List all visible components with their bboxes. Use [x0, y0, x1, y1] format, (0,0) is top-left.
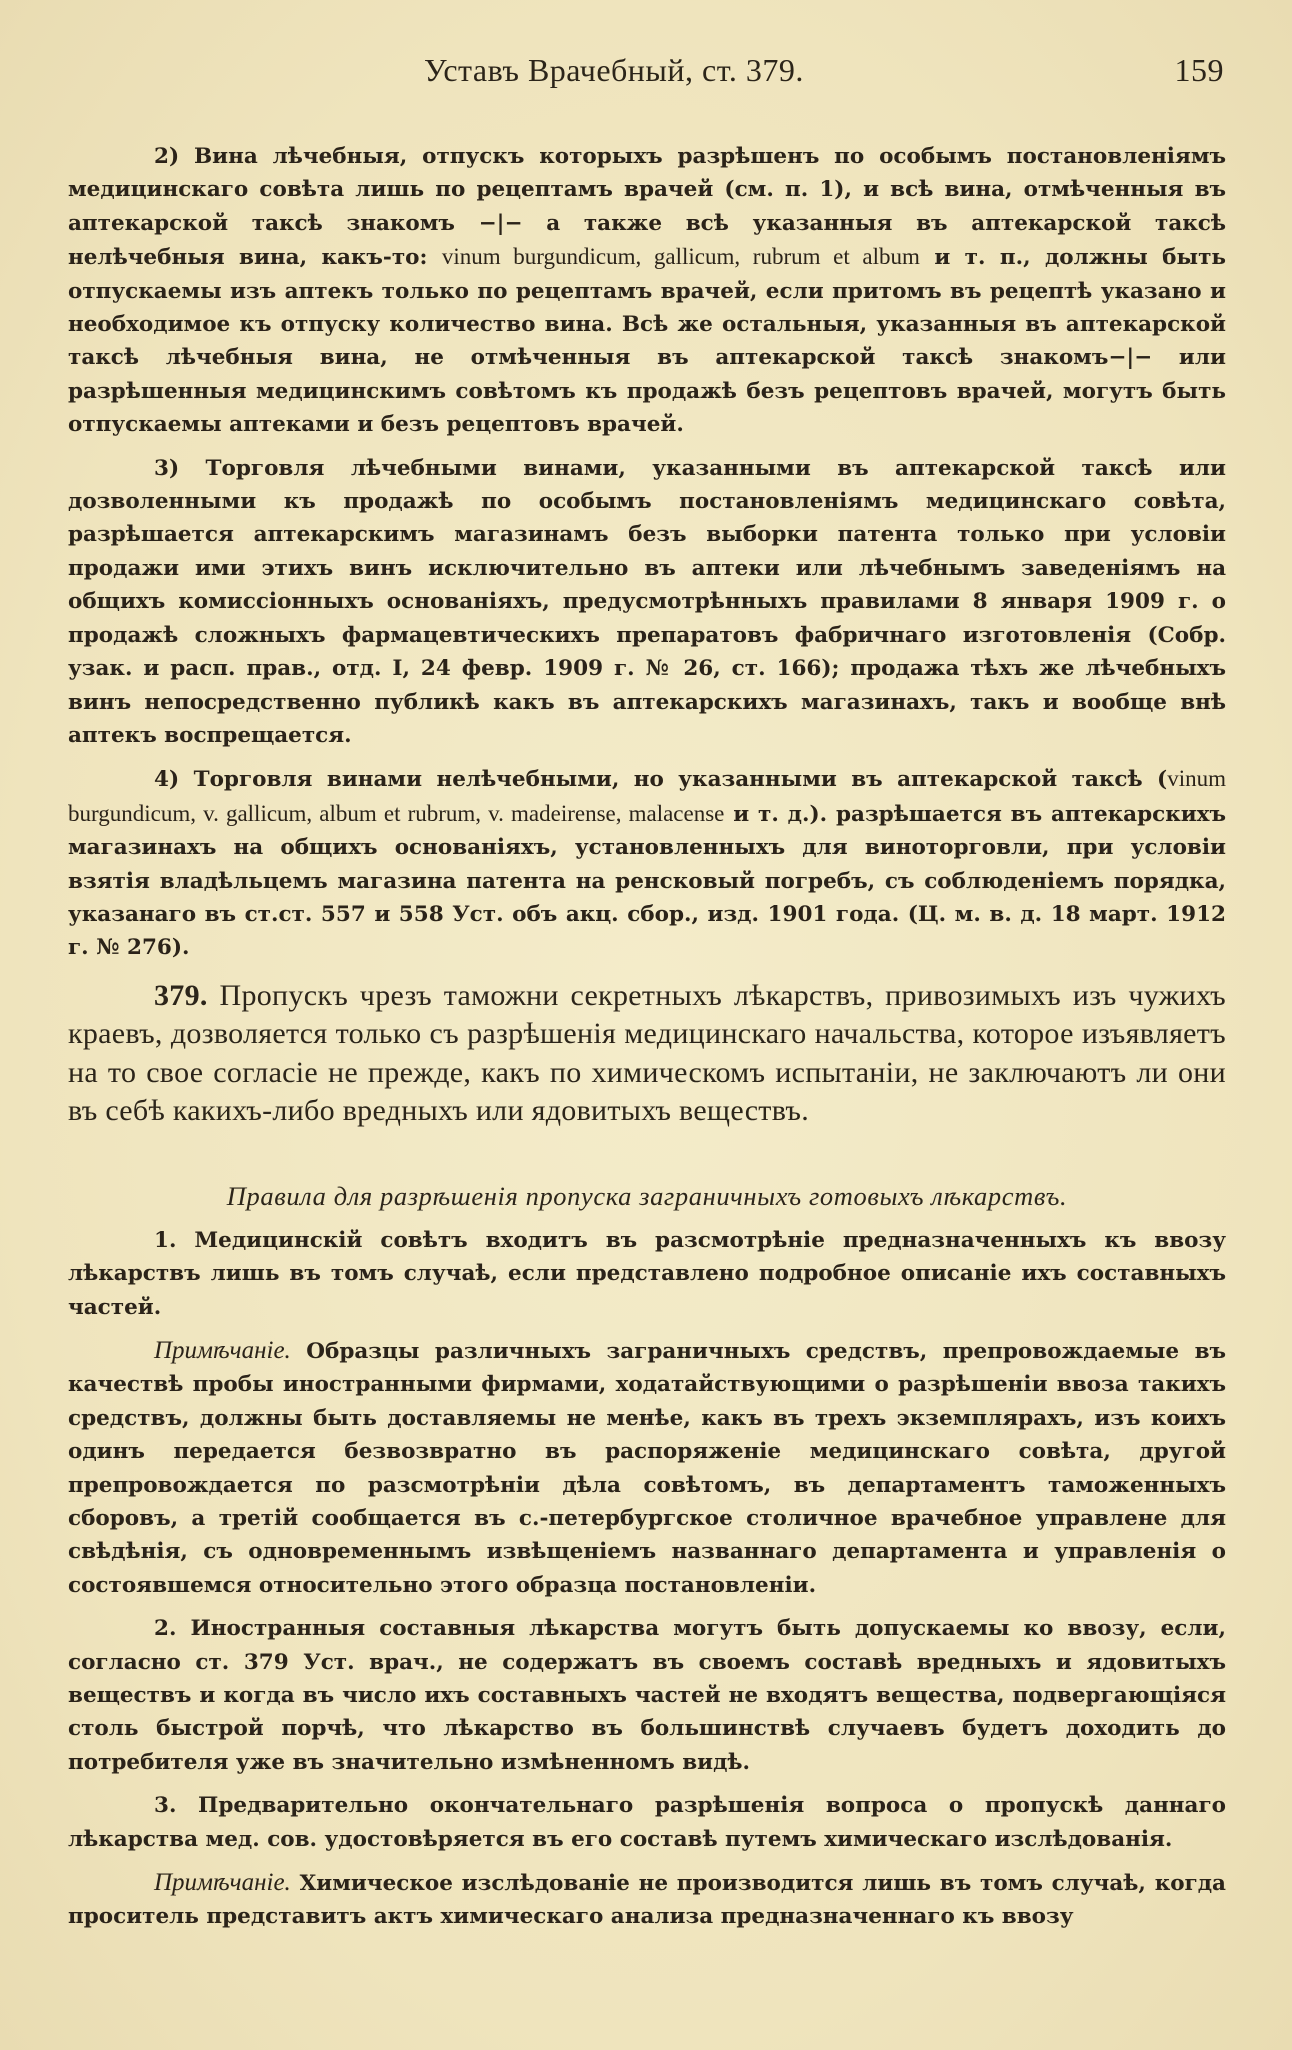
note-1 [68, 1334, 1226, 1602]
note-2-text: Химическое изслѣдованіе не производится лишь въ томъ случаѣ, когда проситель представитъ актъ химическаго анализа предназначеннаго къ ввозу [68, 1871, 1226, 1930]
latin-wine-names: vinum burgundicum, gallicum, rubrum et album [441, 244, 920, 270]
note-label: Примѣчаніе. [154, 1869, 291, 1897]
note-1-text: Образцы различныхъ заграничныхъ средствъ, препровождаемые въ качествѣ пробы иностранными фирмами, ходатайствующими о разрѣшеніи ввоза такихъ средствъ, должны быть доставляемы не менѣе, какъ въ трехъ экземплярахъ, изъ коихъ одинъ передается безвозвратно въ распоряженіе медицинскаго совѣта, другой препровождается по разсмотрѣніи дѣла совѣтомъ, въ департаментъ таможенныхъ сборовъ, а третій сообщается въ с.-петербургское столичное врачебное управлене для свѣдѣнія, съ одновременнымъ извѣщеніемъ названнаго департамента и управленія о состоявшемся относительно этого образца постановленіи. [68, 1338, 1226, 1598]
paragraph-4-part-a: 4) Торговля винами нелѣчебными, но указанными въ аптекарской таксѣ ( [154, 767, 1168, 793]
paragraph-2-part-c: и т. п., должны быть отпускаемы изъ аптекъ только по рецептамъ врачей, если притомъ въ рецептѣ указано и необходимое къ отпуску количество вина. Всѣ же остальныя, указанныя въ аптекарской таксѣ лѣчебныя вина, не отмѣченныя въ аптекарской таксѣ знакомъ [68, 245, 1226, 371]
paragraph-2-part-d: или разрѣшенныя медицинскимъ совѣтомъ къ продажѣ безъ рецептовъ врачей, могутъ быть отпускаемы аптеками и безъ рецептовъ врачей. [68, 345, 1226, 438]
rule-3: 3. Предварительно окончательнаго разрѣшенія вопроса о пропускѣ даннаго лѣкарства мед. сов. удостовѣряется въ его составѣ путемъ химическаго изслѣдованія. [68, 1793, 1226, 1852]
paragraph-4 [68, 762, 1226, 964]
paragraph-3: 3) Торговля лѣчебными винами, указанными въ аптекарской таксѣ или дозволенными къ продажѣ по особымъ постановленіямъ медицинскаго совѣта, разрѣшается аптекарскимъ магазинамъ безъ выборки патента только при условіи продажи ими этихъ винъ исключительно въ аптеки или лѣчебнымъ заведеніямъ на общихъ комиссіонныхъ основаніяхъ, предусмотрѣнныхъ правилами 8 января 1909 г. о продажѣ сложныхъ фармацевтическихъ препаратовъ фабричнаго изготовленія (Собр. узак. и расп. прав., отд. I, 24 февр. 1909 г. № 26, ст. 166); продажа тѣхъ же лѣчебныхъ винъ непосредственно публикѣ какъ въ аптекарскихъ магазинахъ, такъ и вообще внѣ аптекъ воспрещается. [68, 455, 1226, 748]
latin-wine-names: vinum burgundicum, v. gallicum, album et rubrum, v. madeirense, malacense [68, 766, 1226, 826]
paragraph-2-part-a: 2) Вина лѣчебныя, отпускъ которыхъ разрѣшенъ по особымъ постановленіямъ медицинскаго совѣта лишь по рецептамъ врачей (см. п. 1), и всѣ вина, отмѣченныя въ аптекарской таксѣ знакомъ [68, 144, 1226, 236]
running-header [68, 52, 1224, 96]
cross-mark: −|− [1108, 345, 1153, 371]
article-379 [68, 977, 1226, 1131]
cross-mark: −|− [454, 210, 547, 236]
paragraph-4-part-b: и т. д.). разрѣшается въ аптекарскихъ магазинахъ на общихъ основаніяхъ, установленныхъ для виноторговли, при условіи взятія владѣльцемъ магазина патента на ренсковый погребъ, съ соблюденіемъ порядка, указанаго въ ст.ст. 557 и 558 Уст. объ акц. сбор., изд. 1901 года. (Ц. м. в. д. 18 март. 1912 г. № 276). [68, 801, 1226, 961]
article-number: 379. [154, 978, 208, 1012]
page-body [68, 140, 1226, 1934]
header-title: Уставъ Врачебный, ст. 379. [424, 52, 804, 88]
note-label: Примѣчаніе. [154, 1336, 291, 1364]
note-2 [68, 1866, 1226, 1934]
paragraph-2 [68, 140, 1226, 442]
page-number: 159 [1174, 52, 1224, 88]
rules-heading: Правила для разрѣшенія пропуска заграничныхъ готовыхъ лѣкарствъ. [226, 1180, 1068, 1211]
article-text: Пропускъ чрезъ таможни секретныхъ лѣкарствъ, привозимыхъ изъ чужихъ краевъ, дозволяется только съ разрѣшенія медицинскаго начальства, которое изъявляетъ на то свое согласіе не прежде, какъ по химическомъ испытаніи, не заключаютъ ли они въ себѣ какихъ-либо вредныхъ или ядовитыхъ веществъ. [68, 978, 1226, 1128]
rule-2: 2. Иностранныя составныя лѣкарства могутъ быть допускаемы ко ввозу, если, согласно ст. 379 Уст. врач., не содержатъ въ своемъ составѣ вредныхъ и ядовитыхъ веществъ и когда въ число ихъ составныхъ частей не входятъ вещества, подвергающіяся столь быстрой порчѣ, что лѣкарство въ большинствѣ случаевъ будетъ доходить до потребителя уже въ значительно измѣненномъ видѣ. [68, 1616, 1226, 1775]
paragraph-2-part-b: а также всѣ указанныя въ аптекарской таксѣ нелѣчебныя вина, какъ-то: [68, 210, 1226, 271]
rule-1: 1. Медицинскій совѣтъ входитъ въ разсмотрѣніе предназначенныхъ къ ввозу лѣкарствъ лишь въ томъ случаѣ, если представлено подробное описаніе ихъ составныхъ частей. [68, 1227, 1226, 1320]
